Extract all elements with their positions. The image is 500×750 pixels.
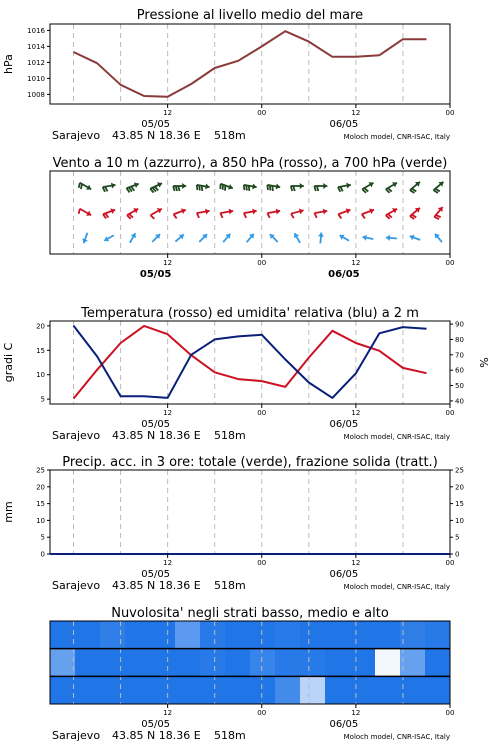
arrow-barb: [220, 213, 222, 218]
wind-10m-arrow: [386, 235, 397, 241]
x-tick-label: 00: [257, 109, 267, 117]
y-tick-label: 5: [40, 395, 45, 404]
y-tick-label: 1008: [27, 90, 45, 99]
arrow-head: [323, 209, 327, 215]
wind-700-arrow: [433, 182, 443, 193]
x-tick-label: 00: [257, 559, 267, 567]
wind-850-arrow: [127, 208, 138, 219]
x-tick-label: 12: [163, 259, 173, 267]
cloud-cell: [400, 621, 426, 649]
wind-850-arrow: [79, 209, 91, 216]
arrow-head: [182, 183, 186, 189]
location-elevation: 518m: [214, 579, 246, 592]
arrow-head: [111, 183, 115, 189]
wind-10m-arrow: [247, 234, 254, 242]
wind-850-arrow: [267, 209, 280, 218]
x-tick-label: 12: [163, 709, 173, 717]
location-coords: 43.85 N 18.36 E: [112, 129, 201, 142]
arrow-head: [205, 209, 209, 215]
wind-850-arrow: [244, 209, 257, 218]
wind-700-arrow: [103, 183, 116, 192]
x-tick-label: 12: [351, 709, 361, 717]
x-tick-label: 00: [445, 709, 455, 717]
y-tick-label-right: 15: [455, 500, 464, 509]
cloud-cell: [350, 676, 376, 704]
wind-850-arrow: [362, 208, 374, 218]
precipitation-chart: [2, 455, 464, 592]
wind-10m-arrow: [318, 233, 324, 244]
arrow-barb: [150, 215, 154, 219]
y-tick-label: 10: [36, 371, 45, 380]
wind-700-arrow: [410, 182, 420, 193]
plot-frame: [50, 24, 450, 104]
cloud-cell: [225, 649, 251, 677]
arrow-barb: [249, 186, 250, 191]
cloud-cell: [400, 649, 426, 677]
wind-850-arrow: [314, 209, 327, 218]
y-tick-label: 5: [40, 533, 45, 542]
cloud-cell: [75, 676, 101, 704]
arrow-barb: [79, 183, 80, 188]
cloud-cell: [325, 649, 351, 677]
x-tick-label: 12: [163, 409, 173, 417]
cloud-cell: [175, 649, 201, 677]
arrow-barb: [174, 214, 177, 218]
wind-850-arrow: [434, 207, 442, 219]
cloud-cell: [250, 676, 276, 704]
arrow-head: [386, 235, 390, 241]
arrow-barb: [244, 213, 246, 218]
cloud-cell: [425, 621, 451, 649]
wind-850-arrow: [386, 208, 397, 219]
pressure-line: [74, 31, 427, 97]
arrow-head: [276, 183, 280, 189]
wind-10m-arrow: [340, 235, 350, 241]
wind-850-arrow: [220, 209, 233, 218]
temperature-chart: [2, 306, 491, 442]
cloud-cell: [275, 676, 301, 704]
wind-700-arrow: [291, 183, 304, 191]
arrow-barb: [362, 214, 365, 218]
x-date-label: 06/05: [329, 569, 359, 580]
x-date-label: 05/05: [141, 569, 171, 580]
cloud-cell: [250, 649, 276, 677]
wind-850-arrow: [338, 208, 350, 218]
x-tick-label: 00: [257, 709, 267, 717]
cloud-cell: [200, 676, 226, 704]
y-tick-label: 15: [36, 500, 45, 509]
arrow-head: [346, 183, 350, 189]
y-tick-label: 1010: [27, 74, 45, 83]
y-axis-label: mm: [2, 501, 15, 523]
y-tick-label-right: 80: [455, 335, 464, 344]
arrow-barb: [246, 185, 247, 190]
location-coords: 43.85 N 18.36 E: [112, 729, 201, 742]
cloud-cell: [200, 649, 226, 677]
arrow-barb: [270, 185, 271, 190]
wind-10m-arrow: [130, 233, 136, 243]
y-tick-label: 1016: [27, 26, 45, 35]
arrow-head: [300, 183, 304, 189]
wind-700-arrow: [150, 182, 162, 192]
cloud-cell: [375, 621, 401, 649]
x-tick-label: 12: [351, 109, 361, 117]
model-credit: Moloch model, CNR-ISAC, Italy: [343, 133, 450, 141]
cloud-cell: [300, 676, 326, 704]
wind-700-arrow: [362, 182, 373, 193]
x-tick-label: 00: [445, 109, 455, 117]
chart-title: Pressione al livello medio del mare: [136, 8, 364, 23]
cloud-cell: [425, 676, 451, 704]
cloud-cell: [275, 621, 301, 649]
cloud-cell: [175, 621, 201, 649]
wind-700-arrow: [386, 182, 397, 193]
wind-10m-arrow: [270, 234, 278, 242]
wind-700-arrow: [314, 183, 327, 191]
arrow-head: [276, 209, 280, 215]
arrow-head: [252, 209, 256, 215]
arrow-barb: [314, 213, 316, 218]
cloud-cell: [325, 676, 351, 704]
cloud-cell: [125, 649, 151, 677]
location-place: Sarajevo: [52, 579, 101, 592]
wind-700-arrow: [338, 183, 351, 192]
location-elevation: 518m: [214, 729, 246, 742]
y-tick-label-right: 5: [455, 533, 460, 542]
cloud-cell: [125, 676, 151, 704]
cloud-cell: [400, 676, 426, 704]
x-date-label: 05/05: [141, 419, 171, 430]
pressure-chart: [2, 8, 454, 142]
cloud-cell: [375, 676, 401, 704]
cloud-chart: [50, 606, 454, 742]
wind-850-arrow: [150, 208, 161, 219]
humidity-line: [74, 326, 427, 398]
arrow-barb: [197, 185, 198, 190]
chart-title: Vento a 10 m (azzurro), a 850 hPa (rosso), a 700 hPa (verde): [52, 156, 448, 171]
cloud-cell: [300, 649, 326, 677]
arrow-head: [205, 183, 209, 189]
arrow-barb: [81, 184, 82, 189]
x-tick-label: 12: [351, 409, 361, 417]
plot-frame: [50, 321, 450, 404]
arrow-barb: [202, 186, 203, 191]
location-coords: 43.85 N 18.36 E: [112, 429, 201, 442]
x-tick-label: 00: [257, 259, 267, 267]
x-date-label: 05/05: [139, 269, 172, 280]
cloud-cell: [175, 676, 201, 704]
chart-title: Nuvolosita' negli strati basso, medio e alto: [111, 606, 389, 621]
wind-10m-arrow: [175, 234, 183, 241]
y-tick-label-right: 25: [455, 466, 464, 475]
arrow-barb: [199, 185, 200, 190]
x-tick-label: 12: [163, 109, 173, 117]
y-axis-label-right: %: [478, 357, 491, 368]
arrow-barb: [338, 187, 340, 192]
x-tick-label: 00: [445, 259, 455, 267]
cloud-cell: [225, 676, 251, 704]
cloud-cell: [200, 621, 226, 649]
y-tick-label-right: 40: [455, 397, 464, 406]
cloud-cell: [225, 621, 251, 649]
location-place: Sarajevo: [52, 429, 101, 442]
x-date-label: 06/05: [329, 419, 359, 430]
cloud-cell: [50, 621, 76, 649]
cloud-cell: [350, 649, 376, 677]
arrow-barb: [267, 213, 269, 218]
arrow-barb: [272, 186, 273, 191]
cloud-cell: [150, 621, 176, 649]
cloud-cell: [100, 649, 126, 677]
cloud-cell: [150, 649, 176, 677]
chart-title: Precip. acc. in 3 ore: totale (verde), frazione solida (tratt.): [62, 455, 438, 470]
wind-10m-arrow: [410, 235, 420, 241]
y-tick-label-right: 90: [455, 320, 464, 329]
arrow-barb: [79, 209, 80, 214]
arrow-barb: [291, 214, 294, 218]
temperature-line: [74, 326, 427, 399]
location-elevation: 518m: [214, 429, 246, 442]
x-tick-label: 12: [351, 559, 361, 567]
y-tick-label: 1012: [27, 58, 45, 67]
wind-700-arrow: [220, 184, 233, 191]
location-place: Sarajevo: [52, 729, 101, 742]
arrow-barb: [267, 185, 268, 190]
cloud-cell: [275, 649, 301, 677]
arrow-barb: [244, 185, 245, 190]
cloud-cell: [425, 649, 451, 677]
wind-850-arrow: [174, 208, 186, 218]
y-tick-label: 15: [36, 346, 45, 355]
location-place: Sarajevo: [52, 129, 101, 142]
x-date-label: 06/05: [328, 269, 360, 280]
model-credit: Moloch model, CNR-ISAC, Italy: [343, 433, 450, 441]
cloud-cell: [100, 676, 126, 704]
wind-10m-arrow: [152, 234, 160, 242]
wind-700-arrow: [244, 183, 257, 190]
arrow-head: [323, 183, 327, 189]
wind-850-arrow: [291, 208, 304, 218]
x-date-label: 06/05: [329, 119, 359, 130]
wind-700-arrow: [126, 182, 138, 192]
x-tick-label: 00: [445, 559, 455, 567]
wind-10m-arrow: [435, 234, 442, 242]
cloud-cell: [100, 621, 126, 649]
y-tick-label: 20: [36, 483, 45, 492]
cloud-cell: [375, 649, 401, 677]
cloud-cell: [75, 649, 101, 677]
arrow-head: [229, 209, 233, 215]
y-axis-label: gradi C: [2, 342, 15, 383]
chart-title: Temperatura (rosso) ed umidita' relativa (blu) a 2 m: [81, 306, 419, 321]
y-tick-label-right: 0: [455, 550, 460, 559]
wind-700-arrow: [79, 183, 91, 190]
arrow-barb: [197, 213, 199, 218]
wind-700-arrow: [267, 183, 280, 190]
cloud-cell: [50, 676, 76, 704]
wind-850-arrow: [103, 208, 115, 218]
x-tick-label: 00: [257, 409, 267, 417]
wind-10m-arrow: [294, 233, 300, 243]
x-date-label: 05/05: [141, 719, 171, 730]
y-axis-label: hPa: [2, 54, 15, 74]
arrow-barb: [105, 187, 107, 192]
wind-700-arrow: [197, 183, 210, 190]
wind-10m-arrow: [82, 233, 88, 243]
arrow-head: [318, 233, 324, 237]
cloud-cell: [250, 621, 276, 649]
arrow-head: [252, 183, 256, 189]
arrow-head: [362, 235, 366, 241]
arrow-barb: [434, 217, 439, 219]
wind-850-arrow: [410, 208, 420, 219]
y-tick-label: 1014: [27, 42, 45, 51]
model-credit: Moloch model, CNR-ISAC, Italy: [343, 583, 450, 591]
cloud-cell: [300, 621, 326, 649]
cloud-cell: [350, 621, 376, 649]
arrow-barb: [436, 215, 441, 217]
cloud-cell: [75, 621, 101, 649]
x-tick-label: 12: [351, 259, 361, 267]
location-elevation: 518m: [214, 129, 246, 142]
y-tick-label: 20: [36, 322, 45, 331]
y-tick-label: 0: [40, 550, 45, 559]
cloud-cell: [325, 621, 351, 649]
cloud-cell: [125, 621, 151, 649]
arrow-barb: [338, 214, 341, 218]
y-tick-label-right: 20: [455, 483, 464, 492]
wind-10m-arrow: [362, 235, 373, 241]
x-tick-label: 00: [445, 409, 455, 417]
y-tick-label-right: 10: [455, 516, 464, 525]
plot-frame: [50, 470, 450, 554]
wind-10m-arrow: [104, 235, 114, 241]
location-coords: 43.85 N 18.36 E: [112, 579, 201, 592]
x-date-label: 06/05: [329, 719, 359, 730]
y-tick-label-right: 50: [455, 382, 464, 391]
wind-850-arrow: [197, 209, 210, 218]
wind-700-arrow: [173, 183, 186, 191]
cloud-cell: [150, 676, 176, 704]
wind-chart: [50, 156, 454, 280]
x-date-label: 05/05: [141, 119, 171, 130]
arrow-barb: [340, 187, 342, 192]
arrow-barb: [103, 187, 105, 192]
x-tick-label: 12: [163, 559, 173, 567]
y-tick-label-right: 60: [455, 366, 464, 375]
wind-10m-arrow: [223, 234, 230, 242]
wind-10m-arrow: [199, 234, 207, 242]
y-tick-label-right: 70: [455, 351, 464, 360]
cloud-cell: [50, 649, 76, 677]
y-tick-label: 10: [36, 516, 45, 525]
model-credit: Moloch model, CNR-ISAC, Italy: [343, 733, 450, 741]
y-tick-label: 25: [36, 466, 45, 475]
